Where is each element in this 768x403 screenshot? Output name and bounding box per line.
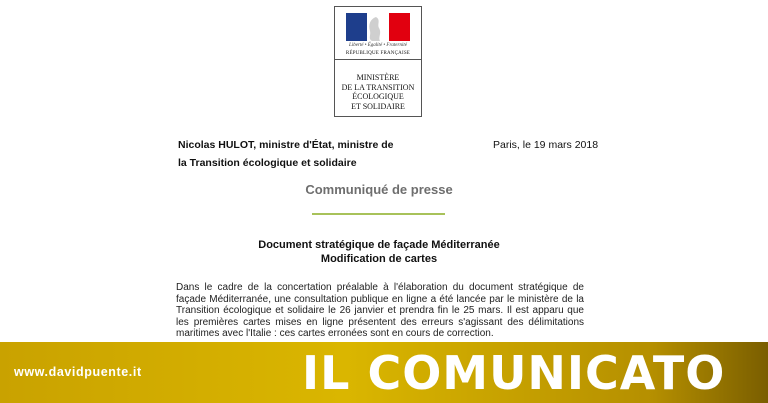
logo-divider xyxy=(335,59,421,60)
republic-motto: Liberté • Égalité • Fraternité xyxy=(349,43,407,48)
banner-headline: IL COMUNICATO xyxy=(302,346,726,400)
document-title-line2: Modification de cartes xyxy=(320,253,438,265)
document-title xyxy=(0,238,758,266)
site-url: www.davidpuente.it xyxy=(14,365,142,379)
author-line: Nicolas HULOT, ministre d'État, ministre de la Transition écologique et solidaire xyxy=(178,139,394,169)
press-release-title: Communiqué de presse xyxy=(305,182,453,197)
place-date: Paris, le 19 mars 2018 xyxy=(493,139,599,151)
republique-francaise: RÉPUBLIQUE FRANÇAISE xyxy=(345,51,411,56)
document-title-line1: Document stratégique de façade Méditerranée xyxy=(258,239,500,251)
gold-banner xyxy=(0,342,768,403)
ministry-logo xyxy=(334,6,422,117)
green-divider xyxy=(312,213,445,215)
body-paragraph: Dans le cadre de la concertation préalable à l'élaboration du document stratégique de façade Méditerranée, une consultation publique en ligne a été lancée par le ministère de la Transition écologique et solidaire le 26 janvier et prendra fin le 25 mars. Il est apparu que les premières cartes mises en ligne présentent des erreurs s'agissant des délimitations maritimes avec l'Italie : ces cartes erronées sont en cours de correction. xyxy=(176,282,584,340)
ministry-name: MINISTÈRE DE LA TRANSITION ÉCOLOGIQUE ET SOLIDAIRE xyxy=(341,73,415,111)
